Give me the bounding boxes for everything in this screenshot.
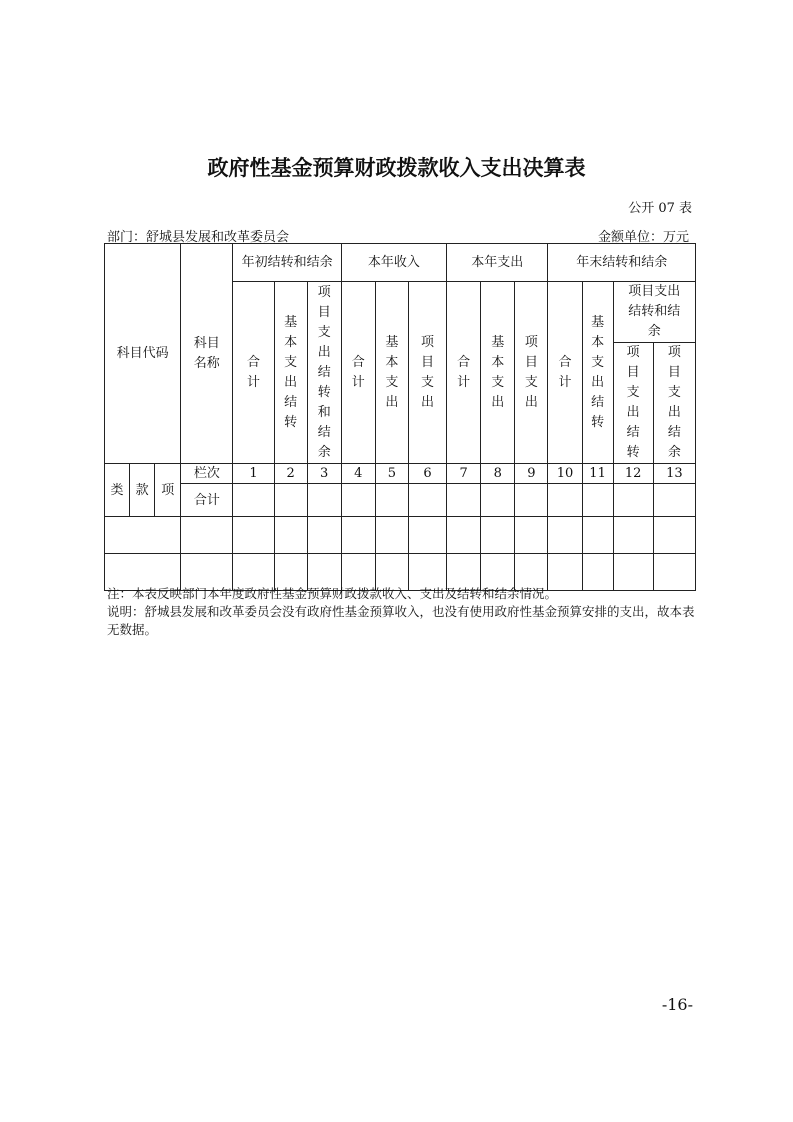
col-end-total: 合计 xyxy=(548,282,582,464)
total-row xyxy=(105,484,696,517)
col-begin-project: 项目支出结转和结余 xyxy=(307,282,341,464)
row-label: 栏次 xyxy=(181,464,233,484)
income-header: 本年收入 xyxy=(341,244,446,282)
kuan-label: 款 xyxy=(130,464,155,517)
col-number: 1 xyxy=(233,464,274,484)
lei-label: 类 xyxy=(105,464,130,517)
col-end-project-balance: 项目支出结余 xyxy=(653,343,695,464)
col-number: 8 xyxy=(481,464,515,484)
col-number: 2 xyxy=(274,464,307,484)
col-number: 5 xyxy=(375,464,408,484)
table-row xyxy=(105,517,696,554)
column-number-row xyxy=(105,464,696,484)
col-number: 10 xyxy=(548,464,582,484)
end-project-header: 项目支出结转和结余 xyxy=(613,282,695,343)
col-income-project: 项目支出 xyxy=(408,282,446,464)
subject-code-header: 科目代码 xyxy=(105,244,181,464)
col-number: 9 xyxy=(515,464,548,484)
notes xyxy=(107,585,697,639)
total-row-label: 合计 xyxy=(181,484,233,517)
col-expense-total: 合计 xyxy=(447,282,481,464)
page-number: -16- xyxy=(661,995,693,1014)
col-expense-project: 项目支出 xyxy=(515,282,548,464)
amount-unit-label: 金额单位：万元 xyxy=(597,230,689,245)
page-title: 政府性基金预算财政拨款收入支出决算表 xyxy=(207,156,586,180)
col-number: 3 xyxy=(307,464,341,484)
subject-name-header: 科目名称 xyxy=(181,244,233,464)
col-begin-total: 合计 xyxy=(233,282,274,464)
col-end-project-carry: 项目支出结转 xyxy=(613,343,653,464)
col-number: 7 xyxy=(447,464,481,484)
col-number: 11 xyxy=(582,464,613,484)
note-text: 注：本表反映部门本年度政府性基金预算财政拨款收入、支出及结转和结余情况。 xyxy=(107,586,558,601)
col-income-basic: 基本支出 xyxy=(375,282,408,464)
begin-balance-header: 年初结转和结余 xyxy=(233,244,341,282)
xiang-label: 项 xyxy=(155,464,181,517)
col-number: 6 xyxy=(408,464,446,484)
department-label: 部门：舒城县发展和改革委员会 xyxy=(107,230,290,245)
col-number: 12 xyxy=(613,464,653,484)
col-income-total: 合计 xyxy=(341,282,375,464)
expense-header: 本年支出 xyxy=(447,244,548,282)
end-balance-header: 年末结转和结余 xyxy=(548,244,696,282)
col-number: 13 xyxy=(653,464,695,484)
col-number: 4 xyxy=(341,464,375,484)
col-end-basic: 基本支出结转 xyxy=(582,282,613,464)
explain-text: 说明：舒城县发展和改革委员会没有政府性基金预算收入，也没有使用政府性基金预算安排的支出，故本表无数据。 xyxy=(107,604,695,637)
col-expense-basic: 基本支出 xyxy=(481,282,515,464)
budget-table xyxy=(104,243,696,591)
form-number: 公开 07 表 xyxy=(628,201,692,216)
col-begin-basic: 基本支出结转 xyxy=(274,282,307,464)
